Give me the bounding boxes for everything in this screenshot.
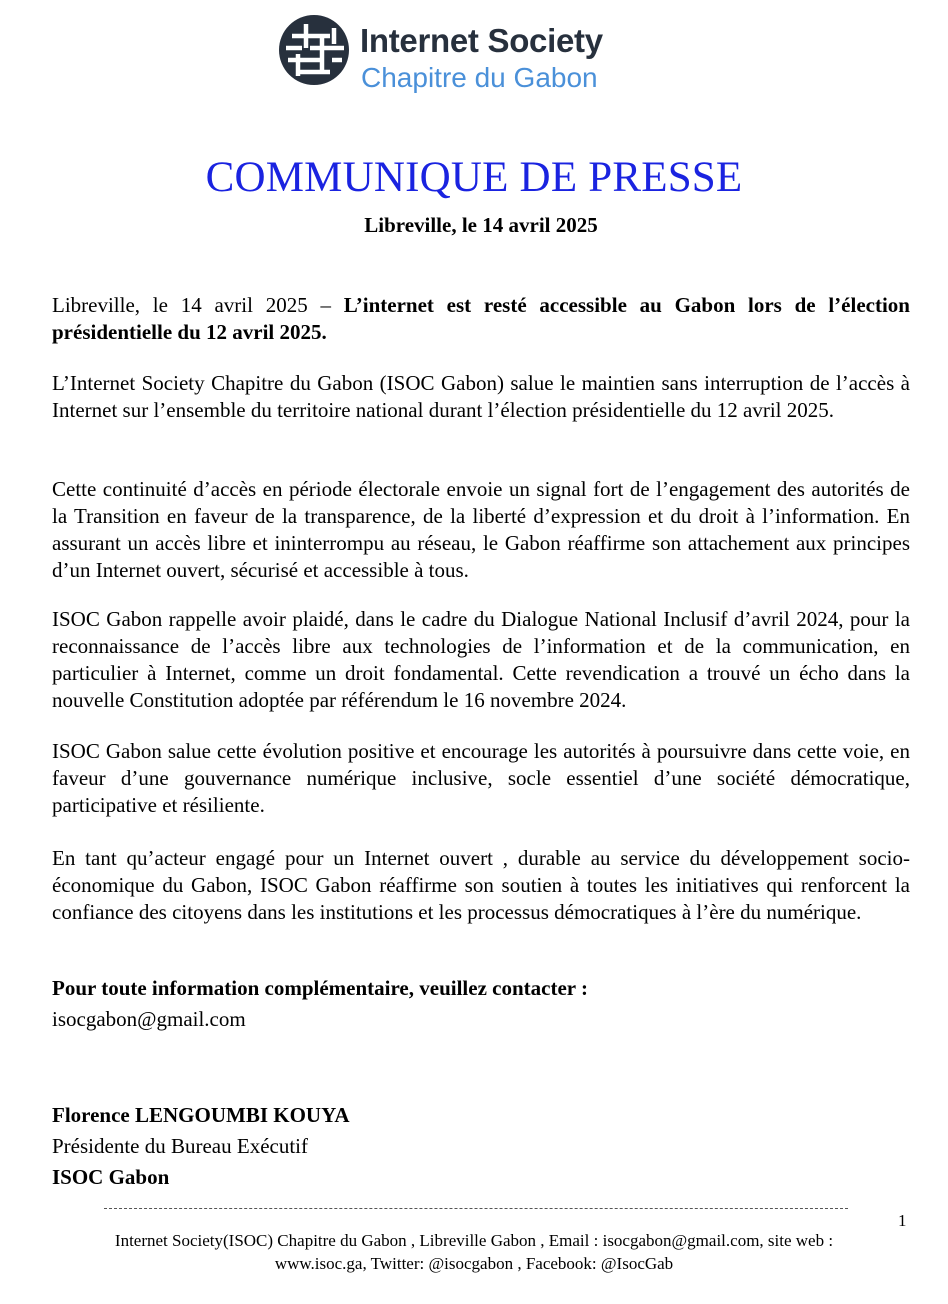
document-title: COMMUNIQUE DE PRESSE	[205, 154, 743, 201]
contact-email[interactable]: isocgabon@gmail.com	[52, 1007, 246, 1031]
paragraph-1: L’Internet Society Chapitre du Gabon (ISOC Gabon) salue le maintien sans interruption de l’accès à Internet sur l’ensemble du territoire national durant l’élection présidentielle du 12 avril 2025.	[52, 371, 910, 422]
logo-chapter-name: Chapitre du Gabon	[361, 62, 598, 93]
lead-prefix: Libreville, le 14 avril 2025 –	[52, 293, 344, 317]
footer-line-1: Internet Society(ISOC) Chapitre du Gabon , Libreville Gabon , Email : isocgabon@gmail.com, site web :	[114, 1231, 834, 1250]
signatory-organization: ISOC Gabon	[52, 1165, 170, 1189]
footer	[0, 1229, 948, 1275]
signatory-role: Présidente du Bureau Exécutif	[52, 1134, 308, 1158]
footer-line-2: www.isoc.ga, Twitter: @isocgabon , Facebook: @IsocGab	[274, 1254, 674, 1273]
paragraph-5: En tant qu’acteur engagé pour un Internet ouvert , durable au service du développement socio-économique du Gabon, ISOC Gabon réaffirme son soutien à toutes les initiatives qui renforcent la confiance des citoyens dans les institutions et les processus démocratiques à l’ère du numérique.	[52, 846, 910, 924]
paragraph-3: ISOC Gabon rappelle avoir plaidé, dans le cadre du Dialogue National Inclusif d’avril 2024, pour la reconnaissance de l’accès libre aux technologies de l’information et de la communication, en particulier à Internet, comme un droit fondamental. Cette revendication a trouvé un écho dans la nouvelle Constitution adoptée par référendum le 16 novembre 2024.	[52, 607, 910, 712]
paragraph-4: ISOC Gabon salue cette évolution positive et encourage les autorités à poursuivre dans cette voie, en faveur d’une gouvernance numérique inclusive, socle essentiel d’une société démocratique, participative et résiliente.	[52, 739, 910, 817]
lead-headline: L’internet est resté accessible au Gabon lors de l’élection présidentielle du 12 avril 2025.	[52, 293, 910, 344]
lead-paragraph	[52, 292, 910, 346]
page-number: 1	[898, 1211, 907, 1230]
footer-divider	[104, 1208, 848, 1209]
globe-logo-icon	[278, 14, 350, 86]
logo-org-name: Internet Society	[360, 22, 603, 59]
signatory-name: Florence LENGOUMBI KOUYA	[52, 1103, 350, 1127]
isoc-logo	[278, 12, 658, 93]
dateline: Libreville, le 14 avril 2025	[364, 213, 598, 237]
contact-heading: Pour toute information complémentaire, veuillez contacter :	[52, 976, 588, 1000]
paragraph-2: Cette continuité d’accès en période électorale envoie un signal fort de l’engagement des autorités de la Transition en faveur de la transparence, de la liberté d’expression et du droit à l’information. En assurant un accès libre et ininterrompu au réseau, le Gabon réaffirme son attachement aux principes d’un Internet ouvert, sécurisé et accessible à tous.	[52, 477, 910, 582]
